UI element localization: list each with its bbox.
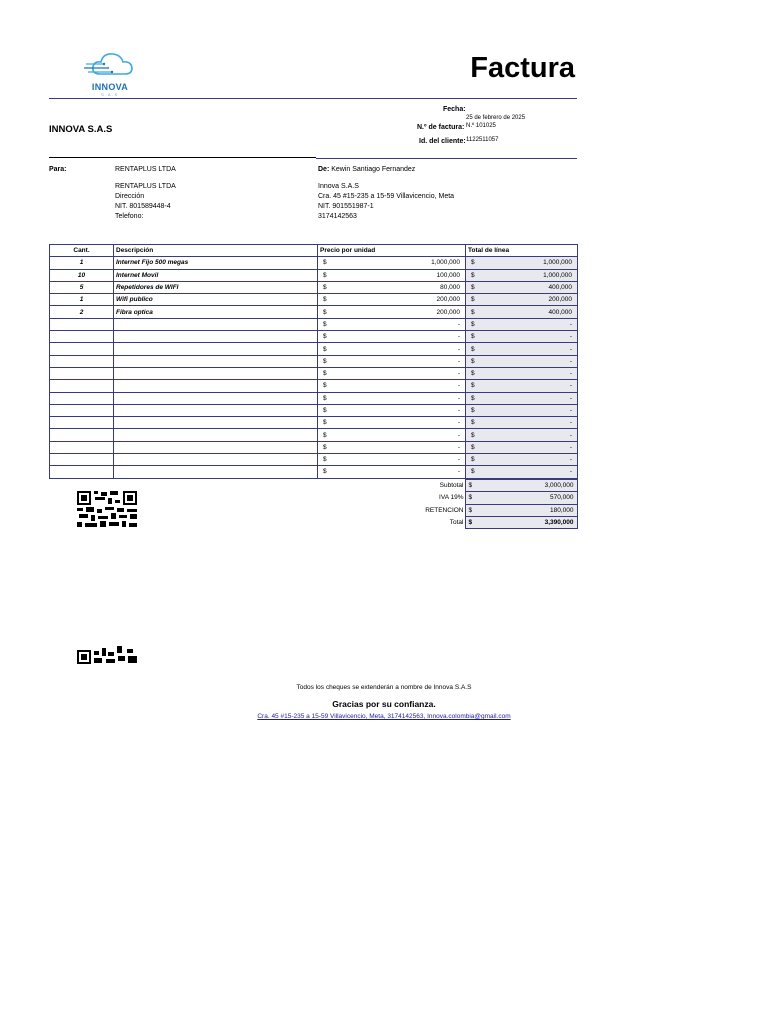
date-label: Fecha: [443, 106, 466, 113]
unit-price-value: 100,000 [436, 271, 460, 279]
cell-description [114, 466, 318, 478]
totals-row [317, 480, 577, 492]
cell-line-total [466, 281, 578, 293]
cell-description: Internet Fijo 500 megas [114, 257, 318, 269]
to-line: NIT. 801589448-4 [115, 203, 171, 210]
cell-qty [50, 392, 114, 404]
table-row [50, 392, 578, 404]
totals-value-cell [465, 480, 577, 492]
cell-unit-price [318, 331, 466, 343]
from-line: 3174142563 [318, 213, 357, 220]
currency-symbol: $ [471, 345, 475, 353]
currency-symbol: $ [471, 308, 475, 316]
currency-symbol: $ [323, 431, 327, 439]
cell-qty [50, 355, 114, 367]
cell-description [114, 392, 318, 404]
invoice-number-value: N.º 101025 [466, 123, 496, 129]
cell-description: Internet Movil [114, 269, 318, 281]
currency-symbol: $ [323, 333, 327, 341]
header-divider [49, 98, 577, 99]
cell-unit-price [318, 429, 466, 441]
line-total-value: - [569, 407, 572, 414]
totals-label: Total [449, 519, 464, 527]
cell-line-total [466, 257, 578, 269]
thanks-note: Gracias por su confianza. [332, 699, 436, 709]
to-name: RENTAPLUS LTDA [115, 166, 176, 173]
unit-price-value: - [457, 456, 460, 464]
cell-line-total [466, 294, 578, 306]
qr-code-icon [77, 491, 137, 529]
currency-symbol: $ [471, 370, 475, 378]
cell-description [114, 454, 318, 466]
currency-symbol: $ [323, 308, 327, 316]
cell-qty: 2 [50, 306, 114, 318]
line-total-value: - [569, 333, 572, 341]
totals-value-cell [465, 516, 577, 528]
currency-symbol: $ [323, 382, 327, 390]
cell-unit-price [318, 392, 466, 404]
cell-description: Wifi publico [114, 294, 318, 306]
cell-qty: 1 [50, 257, 114, 269]
unit-price-value: - [457, 419, 460, 427]
currency-symbol: $ [471, 443, 475, 451]
unit-price-value: - [457, 443, 460, 451]
cell-qty [50, 429, 114, 441]
cell-description [114, 331, 318, 343]
currency-symbol: $ [323, 357, 327, 365]
cell-unit-price [318, 466, 466, 478]
cell-description [114, 429, 318, 441]
table-row [50, 429, 578, 441]
totals-value: 180,000 [550, 506, 574, 514]
cell-qty [50, 441, 114, 453]
totals-label: Subtotal [439, 482, 464, 490]
cell-unit-price [318, 318, 466, 330]
line-total-value: - [569, 431, 572, 439]
cell-description [114, 318, 318, 330]
line-total-value: - [569, 320, 572, 328]
invoice-number-label: N.º de factura: [417, 124, 465, 131]
unit-price-value: 200,000 [436, 308, 460, 316]
from-line: NIT. 901551987-1 [318, 203, 374, 210]
cell-description [114, 355, 318, 367]
currency-symbol: $ [471, 468, 475, 476]
unit-price-value: - [457, 382, 460, 390]
unit-price-value: - [457, 431, 460, 439]
invoice-title: Factura [470, 52, 575, 84]
cell-line-total [466, 454, 578, 466]
cell-line-total [466, 306, 578, 318]
cell-qty [50, 380, 114, 392]
currency-symbol: $ [323, 271, 327, 279]
currency-symbol: $ [323, 468, 327, 476]
unit-price-value: - [457, 394, 460, 402]
totals-row [317, 516, 577, 528]
currency-symbol: $ [323, 284, 327, 292]
cell-line-total [466, 404, 578, 416]
cell-description: Repetidores de WIFI [114, 281, 318, 293]
unit-price-value: 1,000,000 [431, 259, 460, 267]
line-total-value: 1,000,000 [543, 259, 572, 267]
company-divider [49, 157, 316, 158]
currency-symbol: $ [323, 345, 327, 353]
totals-value-cell [465, 504, 577, 516]
line-total-value: - [569, 382, 572, 390]
totals-body [317, 480, 577, 529]
cell-unit-price [318, 294, 466, 306]
qr-code-small-icon [77, 646, 137, 664]
currency-symbol: $ [323, 419, 327, 427]
cell-line-total [466, 466, 578, 478]
cell-description [114, 441, 318, 453]
cell-qty: 1 [50, 294, 114, 306]
table-row [50, 318, 578, 330]
cell-unit-price [318, 281, 466, 293]
line-total-value: - [569, 443, 572, 451]
line-total-value: - [569, 419, 572, 427]
cell-line-total [466, 355, 578, 367]
cell-qty: 10 [50, 269, 114, 281]
currency-symbol: $ [323, 456, 327, 464]
cell-unit-price [318, 404, 466, 416]
cell-description [114, 367, 318, 379]
line-total-value: - [569, 370, 572, 378]
table-row [50, 367, 578, 379]
table-row [50, 380, 578, 392]
line-total-value: - [569, 456, 572, 464]
table-row [50, 466, 578, 478]
line-total-value: 400,000 [548, 308, 572, 316]
totals-value: 3,000,000 [544, 482, 574, 490]
totals-label: RETENCION [425, 506, 464, 514]
unit-price-value: - [457, 320, 460, 328]
cheques-note: Todos los cheques se extenderán a nombre de Innova S.A.S [296, 684, 472, 691]
cell-line-total [466, 343, 578, 355]
currency-symbol: $ [471, 419, 475, 427]
table-row [50, 306, 578, 318]
currency-symbol: $ [471, 271, 475, 279]
unit-price-value: 200,000 [436, 296, 460, 304]
client-id-label: Id. del cliente: [419, 138, 466, 145]
to-line: Telefono: [115, 213, 144, 220]
items-body [50, 257, 578, 478]
from-line: Innova S.A.S [318, 183, 359, 190]
currency-symbol: $ [323, 407, 327, 414]
table-row [50, 355, 578, 367]
items-table [49, 244, 578, 479]
unit-price-value: - [457, 407, 460, 414]
contact-link[interactable]: Cra. 45 #15-235 a 15-59 Villavicencio, Meta, 3174142563, Innova.colombia@gmail.com [257, 713, 511, 720]
unit-price-value: - [457, 357, 460, 365]
line-total-value: - [569, 345, 572, 353]
date-value: 25 de febrero de 2025 [466, 115, 526, 121]
cell-unit-price [318, 417, 466, 429]
table-header-row [50, 245, 578, 257]
totals-row [317, 492, 577, 504]
currency-symbol: $ [468, 494, 473, 502]
currency-symbol: $ [471, 382, 475, 390]
table-row [50, 441, 578, 453]
cell-qty [50, 417, 114, 429]
cell-qty [50, 404, 114, 416]
table-row [50, 417, 578, 429]
table-row [50, 404, 578, 416]
client-id-value: 1122511057 [466, 137, 499, 143]
cell-description [114, 343, 318, 355]
currency-symbol: $ [468, 506, 473, 514]
logo-subtext: S.A.S [101, 92, 119, 97]
table-row [50, 343, 578, 355]
cell-line-total [466, 380, 578, 392]
cell-line-total [466, 441, 578, 453]
cell-line-total [466, 331, 578, 343]
cell-qty [50, 331, 114, 343]
totals-value: 3,390,000 [544, 519, 574, 527]
totals-table [317, 479, 578, 529]
to-line: Dirección [115, 193, 145, 200]
table-row [50, 281, 578, 293]
table-row [50, 269, 578, 281]
table-row [50, 454, 578, 466]
to-label: Para: [49, 166, 67, 173]
currency-symbol: $ [468, 519, 473, 527]
company-name: INNOVA S.A.S [49, 124, 113, 135]
cell-description: Fibra optica [114, 306, 318, 318]
cell-unit-price [318, 343, 466, 355]
table-row [50, 294, 578, 306]
currency-symbol: $ [471, 456, 475, 464]
currency-symbol: $ [471, 394, 475, 402]
logo-text: INNOVA [91, 82, 129, 92]
from-label: De: [318, 166, 330, 173]
table-row [50, 257, 578, 269]
header-qty: Cant. [50, 245, 114, 257]
cell-description [114, 380, 318, 392]
currency-symbol: $ [471, 407, 475, 414]
line-total-value: - [569, 394, 572, 402]
cell-description [114, 404, 318, 416]
cloud-logo-icon [82, 48, 138, 84]
currency-symbol: $ [471, 357, 475, 365]
cell-qty [50, 454, 114, 466]
currency-symbol: $ [471, 296, 475, 304]
currency-symbol: $ [471, 284, 475, 292]
currency-symbol: $ [323, 443, 327, 451]
cell-line-total [466, 269, 578, 281]
cell-unit-price [318, 257, 466, 269]
unit-price-value: - [457, 333, 460, 341]
cell-description [114, 417, 318, 429]
cell-line-total [466, 318, 578, 330]
line-total-value: 1,000,000 [543, 271, 572, 279]
cell-qty: 5 [50, 281, 114, 293]
currency-symbol: $ [471, 431, 475, 439]
cell-unit-price [318, 355, 466, 367]
currency-symbol: $ [323, 259, 327, 267]
totals-value-cell [465, 492, 577, 504]
cell-unit-price [318, 367, 466, 379]
cell-unit-price [318, 306, 466, 318]
cell-qty [50, 466, 114, 478]
to-line: RENTAPLUS LTDA [115, 183, 176, 190]
unit-price-value: 80,000 [440, 284, 460, 292]
cell-line-total [466, 429, 578, 441]
cell-unit-price [318, 454, 466, 466]
line-total-value: - [569, 468, 572, 476]
unit-price-value: - [457, 370, 460, 378]
cell-unit-price [318, 269, 466, 281]
totals-label: IVA 19% [439, 494, 464, 502]
from-block [318, 166, 415, 173]
header-unit-price: Precio por unidad [318, 245, 466, 257]
currency-symbol: $ [323, 370, 327, 378]
unit-price-value: - [457, 345, 460, 353]
unit-price-value: - [457, 468, 460, 476]
totals-row [317, 504, 577, 516]
cell-line-total [466, 392, 578, 404]
cell-qty [50, 343, 114, 355]
header-line-total: Total de línea [466, 245, 578, 257]
currency-symbol: $ [471, 259, 475, 267]
cell-line-total [466, 367, 578, 379]
currency-symbol: $ [468, 482, 473, 490]
line-total-value: - [569, 357, 572, 365]
meta-divider [316, 158, 577, 159]
currency-symbol: $ [323, 296, 327, 304]
totals-value: 570,000 [550, 494, 574, 502]
cell-qty [50, 367, 114, 379]
from-line: Cra. 45 #15-235 a 15-59 Villavicencio, Meta [318, 193, 455, 200]
cell-unit-price [318, 441, 466, 453]
currency-symbol: $ [471, 320, 475, 328]
cell-unit-price [318, 380, 466, 392]
header-description: Descripción [114, 245, 318, 257]
currency-symbol: $ [323, 320, 327, 328]
line-total-value: 400,000 [548, 284, 572, 292]
from-name: Kewin Santiago Fernandez [331, 166, 416, 173]
currency-symbol: $ [323, 394, 327, 402]
currency-symbol: $ [471, 333, 475, 341]
cell-qty [50, 318, 114, 330]
line-total-value: 200,000 [548, 296, 572, 304]
table-row [50, 331, 578, 343]
cell-line-total [466, 417, 578, 429]
